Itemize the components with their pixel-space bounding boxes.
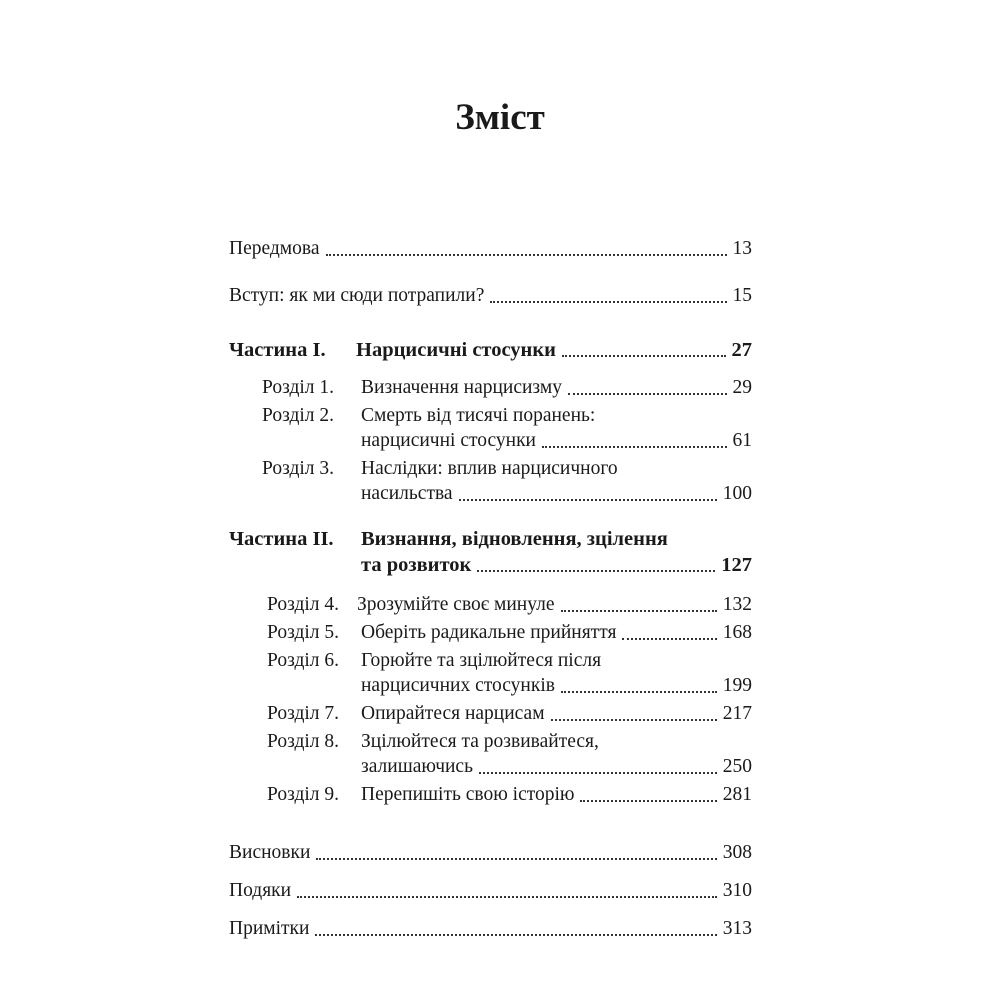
toc-entry-chapter [361, 429, 752, 453]
toc-entry-part-1 [356, 338, 752, 362]
toc-entry-chapter [361, 621, 752, 645]
part-title: Нарцисичні стосунки [356, 339, 556, 361]
toc-entry-chapter [361, 674, 752, 698]
chapter-label: Розділ 9. [267, 784, 340, 805]
toc-entry-title: Передмова [229, 238, 320, 259]
toc-entry-title: залишаючись [361, 756, 473, 777]
chapter-label: Розділ 8. [267, 731, 340, 752]
dot-leader [315, 930, 716, 936]
dot-leader [622, 634, 716, 640]
dot-leader [568, 389, 727, 395]
toc-entry-chapter [361, 482, 752, 506]
toc-entry-title: насильства [361, 483, 453, 504]
toc-entry-chapter [361, 783, 752, 807]
toc-entry-title: нарцисичні стосунки [361, 430, 536, 451]
dot-leader [477, 566, 715, 572]
dot-leader [580, 796, 716, 802]
toc-page-number: 132 [722, 594, 752, 615]
chapter-label: Розділ 6. [267, 650, 340, 671]
dot-leader [479, 768, 717, 774]
dot-leader [297, 892, 717, 898]
toc-entry-preface [229, 237, 752, 261]
chapter-label: Розділ 7. [267, 703, 340, 724]
toc-entry-title: Подяки [229, 880, 292, 901]
dot-leader [561, 606, 717, 612]
toc-page-number: 310 [722, 880, 752, 901]
toc-entry-title: Оберіть радикальне прийняття [361, 622, 617, 643]
toc-entry-title-line: Смерть від тисячі поранень: [361, 405, 596, 426]
dot-leader [326, 250, 727, 256]
part-title: та розвиток [361, 554, 472, 576]
page-title: Зміст [455, 97, 545, 138]
toc-page-number: 313 [722, 918, 752, 939]
toc-entry-title: нарцисичних стосунків [361, 675, 555, 696]
toc-entry-title-line: Зцілюйтеся та розвивайтеся, [361, 731, 599, 752]
toc-entry-title: Зрозумійте своє минуле [357, 594, 555, 615]
chapter-label: Розділ 5. [267, 622, 340, 643]
toc-entry-title: Висновки [229, 842, 311, 863]
part-label: Частина I. [229, 339, 326, 361]
chapter-label: Розділ 1. [262, 377, 335, 398]
toc-entry-chapter [361, 755, 752, 779]
toc-page-number: 100 [722, 483, 752, 504]
toc-page-number: 13 [732, 238, 752, 259]
part-title-line: Визнання, відновлення, зцілення [361, 528, 668, 550]
dot-leader [542, 442, 727, 448]
toc-entry-title-line: Горюйте та зцілюйтеся після [361, 650, 602, 671]
dot-leader [459, 495, 717, 501]
toc-page-number: 308 [722, 842, 752, 863]
toc-entry-title: Примітки [229, 918, 310, 939]
chapter-label: Розділ 4. [267, 594, 340, 615]
toc-page-number: 27 [731, 339, 752, 361]
toc-entry-chapter [361, 376, 752, 400]
toc-entry-conclusions [229, 841, 752, 865]
toc-page-number: 199 [722, 675, 752, 696]
toc-page-number: 168 [722, 622, 752, 643]
dot-leader [562, 351, 726, 357]
toc-entry-chapter [361, 702, 752, 726]
toc-entry-title-line: Наслідки: вплив нарцисичного [361, 458, 618, 479]
dot-leader [490, 297, 726, 303]
dot-leader [316, 854, 716, 860]
toc-entry-title: Визначення нарцисизму [361, 377, 562, 398]
part-label: Частина II. [229, 528, 334, 550]
toc-page-number: 15 [732, 285, 752, 306]
toc-page-number: 250 [722, 756, 752, 777]
toc-entry-title: Вступ: як ми сюди потрапили? [229, 285, 485, 306]
toc-entry-title: Опирайтеся нарцисам [361, 703, 545, 724]
toc-page-number: 61 [732, 430, 752, 451]
toc-page-number: 281 [722, 784, 752, 805]
toc-entry-introduction [229, 284, 752, 308]
toc-page-number: 217 [722, 703, 752, 724]
toc-entry-notes [229, 917, 752, 941]
toc-entry-acknowledgements [229, 879, 752, 903]
toc-page-number: 127 [721, 554, 752, 576]
toc-page-number: 29 [732, 377, 752, 398]
toc-entry-chapter [357, 593, 752, 617]
toc-entry-part-2 [361, 553, 752, 577]
chapter-label: Розділ 2. [262, 405, 335, 426]
chapter-label: Розділ 3. [262, 458, 335, 479]
dot-leader [561, 687, 717, 693]
toc-entry-title: Перепишіть свою історію [361, 784, 575, 805]
dot-leader [551, 715, 717, 721]
